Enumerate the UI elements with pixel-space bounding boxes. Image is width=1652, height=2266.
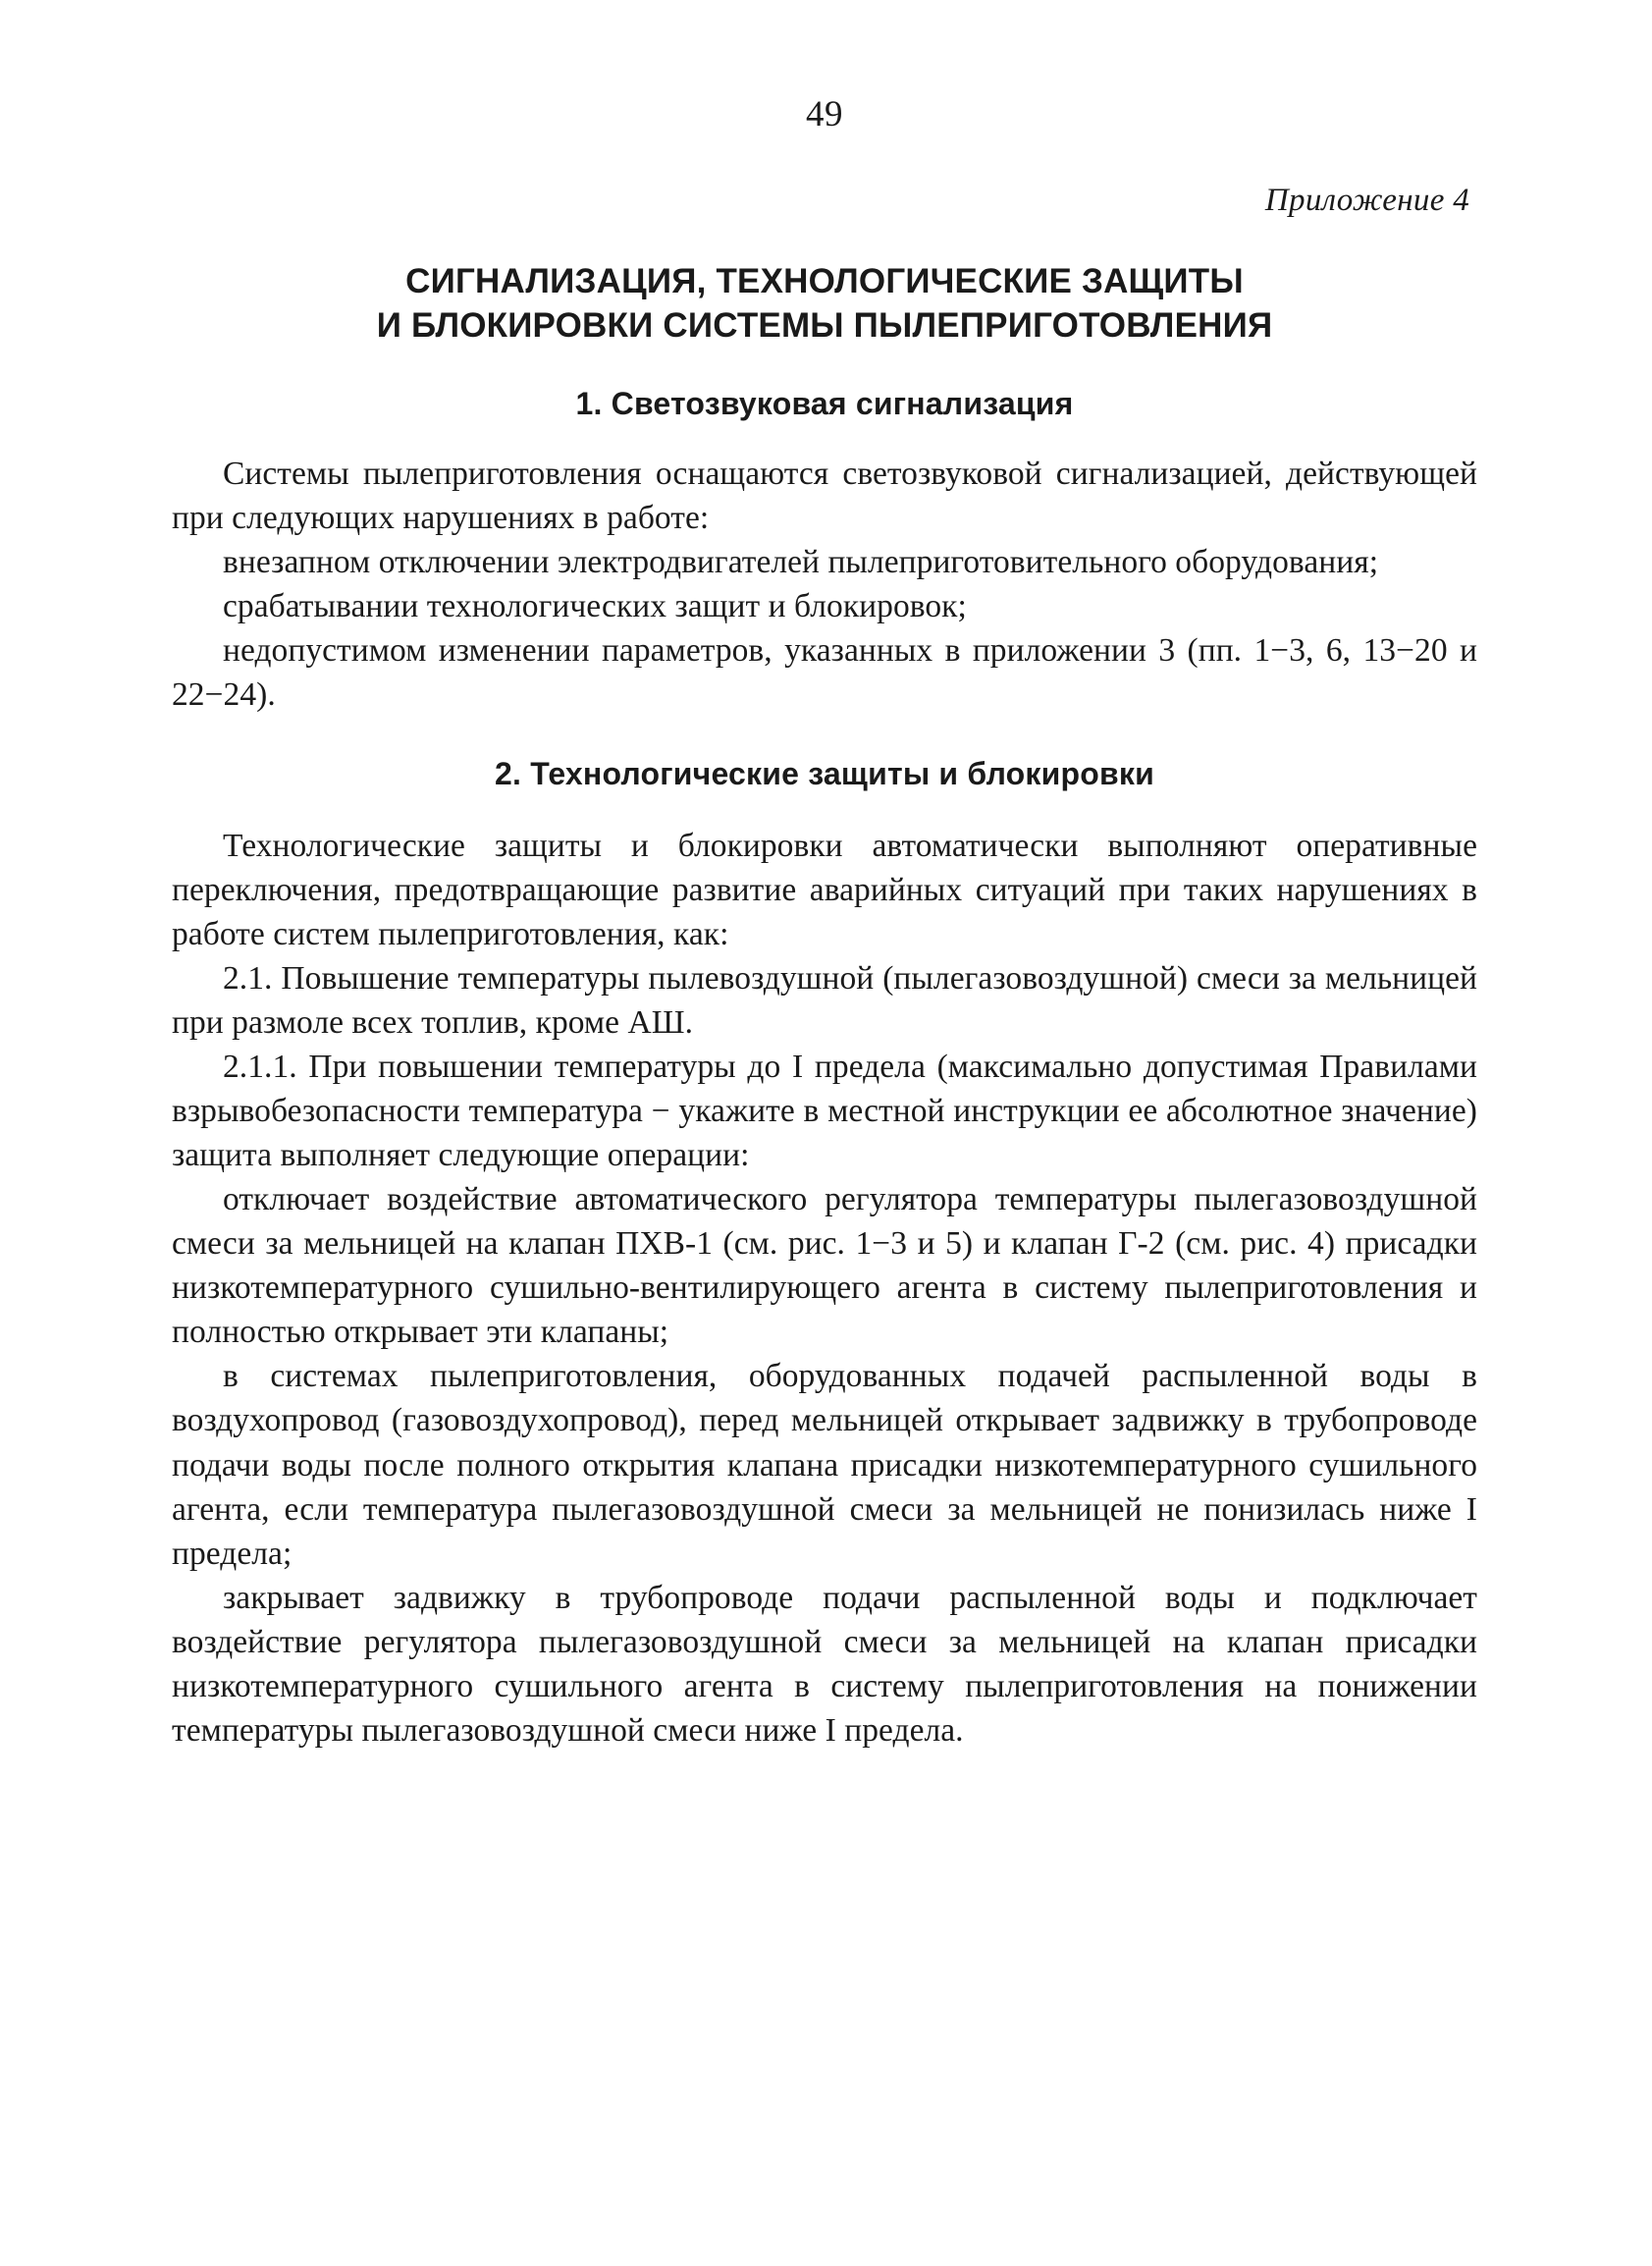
paragraph-2-3: 2.1.1. При повышении температуры до I предела (максимально допустимая Правилами взрывобезопасности температура − укажите в местной инструкции ее абсолютное значение) защита выполняет следующие операции: <box>172 1049 1477 1174</box>
paragraph-1-4: недопустимом изменении параметров, указанных в приложении 3 (пп. 1−3, 6, 13−20 и 22−24). <box>172 631 1477 713</box>
paragraph-1-2: внезапном отключении электродвигателей пылеприготовительного оборудования; <box>223 543 1379 580</box>
page-content <box>172 93 1477 1753</box>
paragraph-2-4: отключает воздействие автоматического регулятора температуры пылегазовоздушной смеси за мельницей на клапан ПХВ-1 (см. рис. 1−3 и 5) и клапан Г-2 (см. рис. 4) присадки низкотемпературного сушильно-вентилирующего агента в систему пылеприготовления и полностью открывает эти клапаны; <box>172 1181 1477 1351</box>
page-title-line-1: СИГНАЛИЗАЦИЯ, ТЕХНОЛОГИЧЕСКИЕ ЗАЩИТЫ <box>405 262 1244 300</box>
page-title-line-2: И БЛОКИРОВКИ СИСТЕМЫ ПЫЛЕПРИГОТОВЛЕНИЯ <box>376 305 1273 345</box>
page-title <box>172 260 1477 349</box>
page-number: 49 <box>806 94 843 135</box>
section-heading-2: 2. Технологические защиты и блокировки <box>495 755 1154 791</box>
paragraph-1-3: срабатывании технологических защит и блокировок; <box>223 587 967 624</box>
paragraph-2-6: закрывает задвижку в трубопроводе подачи распыленной воды и подключает воздействие регулятора пылегазовоздушной смеси за мельницей на клапан присадки низкотемпературного сушильного агента в систему пылеприготовления на понижении температуры пылегазовоздушной смеси ниже I предела. <box>172 1579 1477 1749</box>
section-heading-1: 1. Светозвуковая сигнализация <box>575 385 1074 421</box>
paragraph-2-5: в системах пылеприготовления, оборудованных подачей распыленной воды в воздухопровод (газовоздухопровод), перед мельницей открывает задвижку в трубопроводе подачи воды после полного открытия клапана присадки низкотемпературного сушильного агента, если температура пылегазовоздушной смеси за мельницей не понизилась ниже I предела; <box>172 1358 1477 1572</box>
paragraph-2-2: 2.1. Повышение температуры пылевоздушной (пылегазовоздушной) смеси за мельницей при размоле всех топлив, кроме АШ. <box>172 960 1477 1042</box>
paragraph-1-1: Системы пылеприготовления оснащаются светозвуковой сигнализацией, действующей при следующих нарушениях в работе: <box>172 455 1477 536</box>
paragraph-2-1: Технологические защиты и блокировки автоматически выполняют оперативные переключения, предотвращающие развитие аварийных ситуаций при таких нарушениях в работе систем пылеприготовления, как: <box>172 827 1477 952</box>
appendix-label: Приложение 4 <box>1264 183 1469 218</box>
